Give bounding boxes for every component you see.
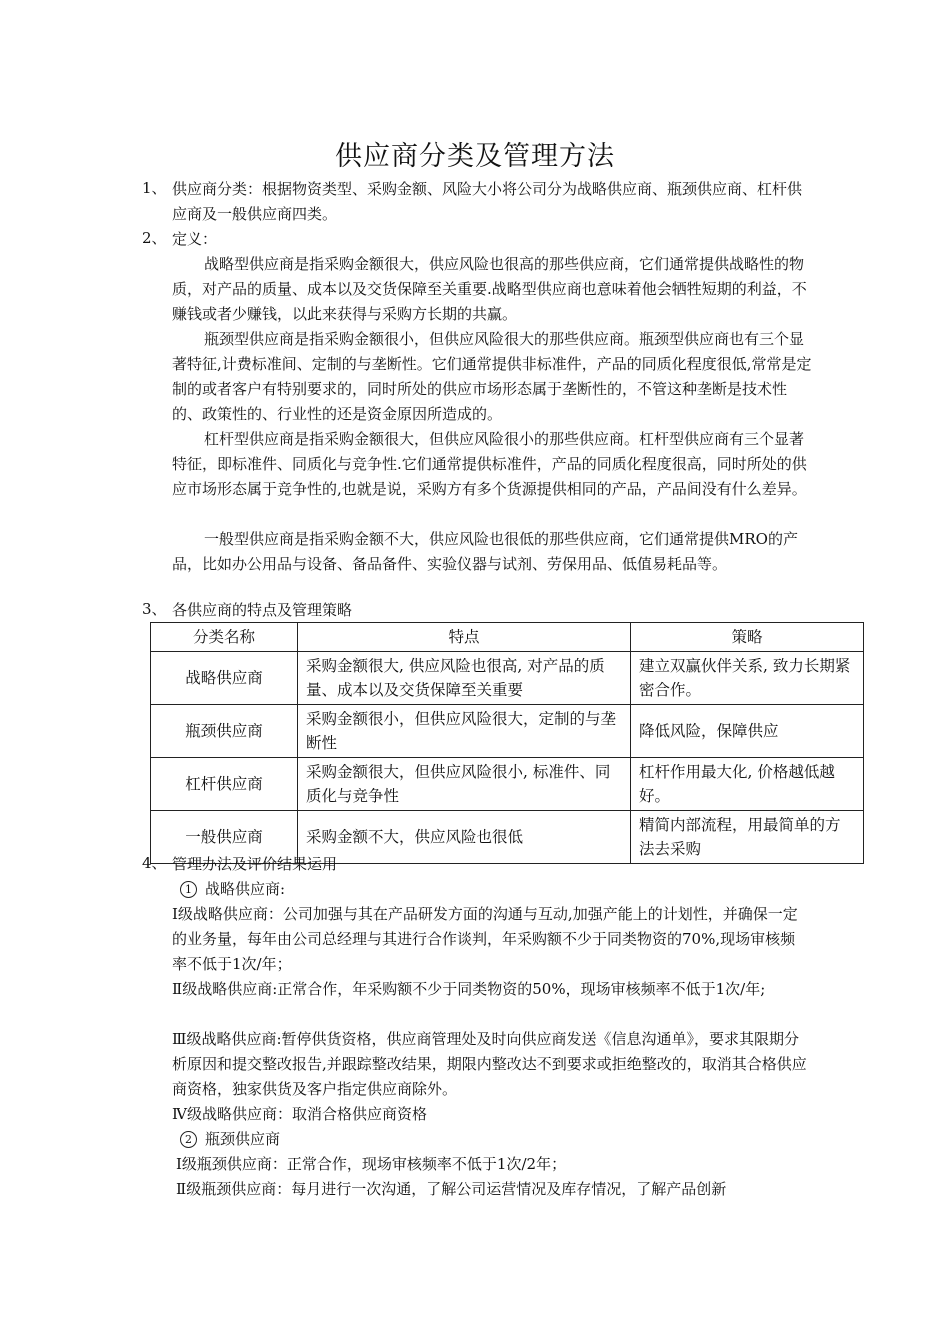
subsection-bottleneck-heading — [180, 1127, 820, 1152]
table-header-cell: 策略 — [631, 623, 864, 652]
strategic-level-4: Ⅳ级战略供应商：取消合格供应商资格 — [172, 1105, 427, 1123]
table-cell: 精简内部流程，用最简单的方法去采购 — [631, 811, 864, 864]
circled-number-badge: 1 — [180, 881, 197, 898]
strategic-level-3: Ⅲ级战略供应商:暂停供货资格，供应商管理处及时向供应商发送《信息沟通单》，要求其限期分析原因和提交整改报告,并跟踪整改结果，期限内整改达不到要求或拒绝整改的，取消其合格供应商资格，独家供货及客户指定供应商除外。 — [172, 1030, 807, 1098]
section-3-number: 3、 — [142, 600, 167, 618]
section-3-heading: 各供应商的特点及管理策略 — [172, 601, 353, 619]
table-cell: 杠杆供应商 — [151, 758, 298, 811]
subsection-label: 战略供应商: — [205, 880, 286, 898]
definition-general: 一般型供应商是指采购金额不大，供应风险也很低的那些供应商，它们通常提供MRO的产品，比如办公用品与设备、备品备件、实验仪器与试剂、劳保用品、低值易耗品等。 — [172, 530, 798, 573]
table-cell: 采购金额很大，但供应风险很小, 标准件、同质化与竞争性 — [298, 758, 631, 811]
circled-number-badge: 2 — [180, 1131, 197, 1148]
section-2-number: 2、 — [142, 229, 167, 247]
table-header-row — [151, 623, 864, 652]
table-cell: 采购金额不大，供应风险也很低 — [298, 811, 631, 864]
table-cell: 战略供应商 — [151, 652, 298, 705]
table-cell: 瓶颈供应商 — [151, 705, 298, 758]
section-2-heading: 定义： — [172, 230, 218, 248]
table-row — [151, 705, 864, 758]
supplier-strategy-table — [150, 622, 864, 864]
table-header-cell: 特点 — [298, 623, 631, 652]
table-row — [151, 652, 864, 705]
section-4-number: 4、 — [142, 854, 167, 872]
subsection-label: 瓶颈供应商 — [205, 1130, 281, 1148]
table-header-cell: 分类名称 — [151, 623, 298, 652]
table-row — [151, 758, 864, 811]
table-cell: 一般供应商 — [151, 811, 298, 864]
section-1-number: 1、 — [142, 179, 167, 197]
definition-bottleneck: 瓶颈型供应商是指采购金额很小，但供应风险很大的那些供应商。瓶颈型供应商也有三个显著特征,计费标准间、定制的与垄断性。它们通常提供非标准件，产品的同质化程度很低,常常是定制的或者客户有特别要求的，同时所处的供应市场形态属于垄断性的，不管这种垄断是技术性的、政策性的、行业性的还是资金原因所造成的。 — [172, 330, 812, 423]
strategic-level-2: Ⅱ级战略供应商:正常合作，年采购额不少于同类物资的50%，现场审核频率不低于1次/年; — [172, 980, 766, 998]
bottleneck-level-2: Ⅱ级瓶颈供应商：每月进行一次沟通，了解公司运营情况及库存情况，了解产品创新 — [176, 1180, 727, 1198]
subsection-strategic-heading — [180, 877, 820, 902]
section-4-heading: 管理办法及评价结果运用 — [172, 855, 338, 873]
definition-strategic: 战略型供应商是指采购金额很大，供应风险也很高的那些供应商，它们通常提供战略性的物质，对产品的质量、成本以及交货保障至关重要.战略型供应商也意味着他会牺牲短期的利益，不赚钱或者少赚钱，以此来获得与采购方长期的共赢。 — [172, 255, 807, 323]
definition-leverage: 杠杆型供应商是指采购金额很大，但供应风险很小的那些供应商。杠杆型供应商有三个显著特征，即标准件、同质化与竞争性.它们通常提供标准件，产品的同质化程度很高，同时所处的供应市场形态属于竞争性的,也就是说，采购方有多个货源提供相同的产品，产品间没有什么差异。 — [172, 430, 807, 498]
section-1-text: 供应商分类：根据物资类型、采购金额、风险大小将公司分为战略供应商、瓶颈供应商、杠杆供应商及一般供应商四类。 — [172, 180, 803, 223]
table-cell: 杠杆作用最大化, 价格越低越好。 — [631, 758, 864, 811]
table-cell: 采购金额很小，但供应风险很大，定制的与垄断性 — [298, 705, 631, 758]
table-cell: 建立双赢伙伴关系, 致力长期紧密合作。 — [631, 652, 864, 705]
table-cell: 降低风险，保障供应 — [631, 705, 864, 758]
strategic-level-1: Ⅰ级战略供应商：公司加强与其在产品研发方面的沟通与互动,加强产能上的计划性，并确保一定的业务量，每年由公司总经理与其进行合作谈判，年采购额不少于同类物资的70%,现场审核频率不低于1次/年； — [172, 905, 798, 973]
table-cell: 采购金额很大, 供应风险也很高, 对产品的质量、成本以及交货保障至关重要 — [298, 652, 631, 705]
page-title: 供应商分类及管理方法 — [335, 141, 615, 172]
bottleneck-level-1: Ⅰ级瓶颈供应商：正常合作，现场审核频率不低于1次/2年； — [176, 1155, 567, 1173]
